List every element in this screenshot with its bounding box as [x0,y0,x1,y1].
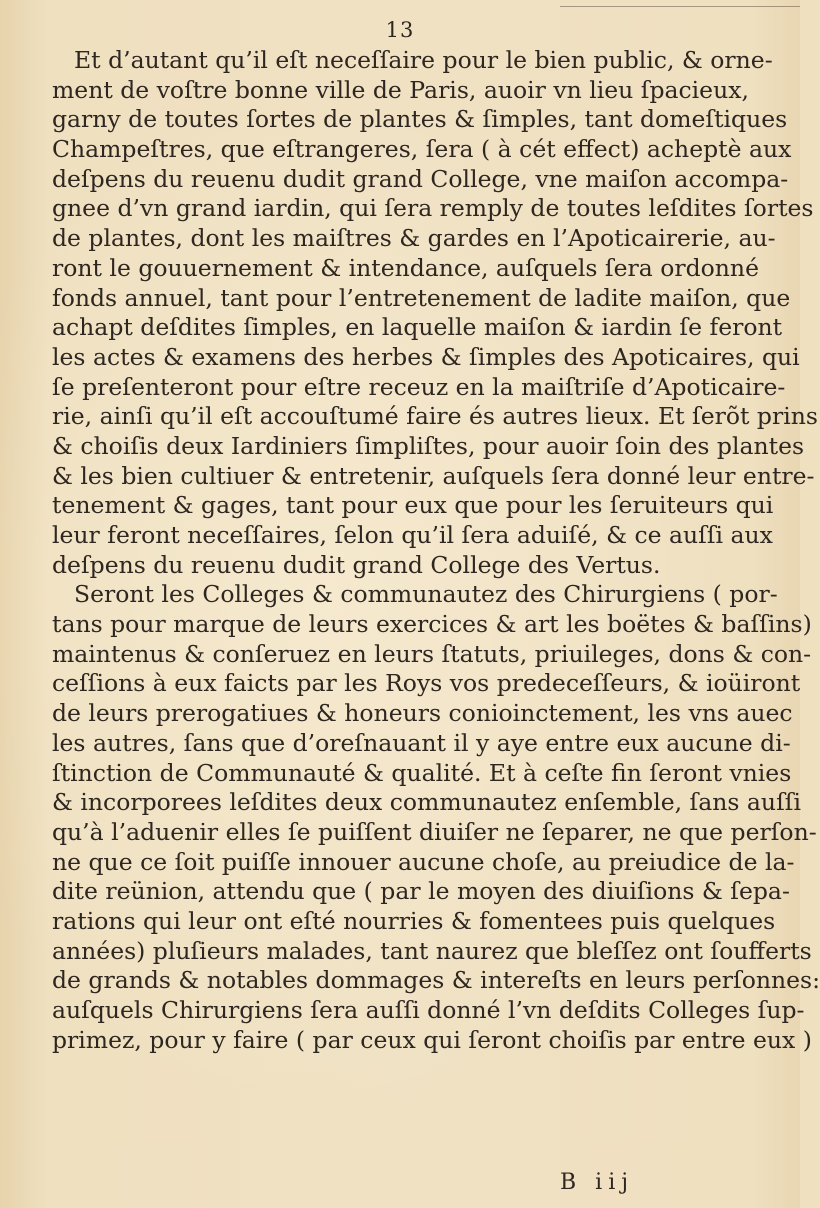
text-line: maintenus & conſeruez en leurs ſtatuts, priuileges, dons & con- [52,639,812,668]
page-number: 13 [385,18,415,42]
text-line: & les bien cultiuer & entretenir, auſquels ſera donné leur entre- [52,461,815,490]
text-line: ceſſions à eux faicts par les Roys vos predeceſſeurs, & ioüiront [52,669,801,698]
text-line: deſpens du reuenu dudit grand College, vne maiſon accompa- [52,164,789,193]
text-line: & incorporees leſdites deux communautez enſemble, ſans auſſi [52,788,801,817]
text-line: & choiſis deux Iardiniers ſimpliſtes, pour auoir ſoin des plantes [52,431,805,460]
text-line: Et d’autant qu’il eſt neceſſaire pour le bien public, & orne- [74,46,773,74]
text-line: rie, ainſi qu’il eſt accouſtumé faire és autres lieux. Et ſerõt prins [52,402,818,431]
text-line: ne que ce ſoit puiſſe innouer aucune choſe, au preiudice de la- [52,847,795,876]
text-line: années) pluſieurs malades, tant naurez que bleſſez ont ſoufferts [52,936,812,965]
signature-mark: B iij [560,1170,635,1195]
text-line: Seront les Colleges & communautez des Chirurgiens ( por- [74,580,778,609]
text-line: garny de toutes ſortes de plantes & ſimples, tant domeſtiques [52,105,788,134]
text-line: primez, pour y faire ( par ceux qui ſeront choiſis par entre eux ) [52,1025,812,1054]
text-line: de grands & notables dommages & intereſts en leurs perſonnes: [52,966,820,995]
text-line: de plantes, dont les maiſtres & gardes en l’Apoticairerie, au- [52,224,776,253]
text-line: qu’à l’aduenir elles ſe puiſſent diuiſer ne ſeparer, ne que perſon- [52,817,817,846]
text-line: rations qui leur ont eſté nourries & fomentees puis quelques [52,906,776,935]
text-line: Champeſtres, que eſtrangeres, ſera ( à cét effect) acheptè aux [52,135,792,164]
text-line: les autres, ſans que d’oreſnauant il y aye entre eux aucune di- [52,728,791,757]
text-line: dite reünion, attendu que ( par le moyen des diuiſions & ſepa- [52,877,790,906]
body-text [52,46,820,1055]
text-line: tans pour marque de leurs exercices & art les boëtes & baſſins) [52,610,812,639]
top-edge-rule [560,6,800,7]
text-line: ſe preſenteront pour eſtre receuz en la maiſtriſe d’Apoticaire- [52,372,786,401]
text-line: ment de voſtre bonne ville de Paris, auoir vn lieu ſpacieux, [52,75,749,104]
text-line: fonds annuel, tant pour l’entretenement de ladite maiſon, que [52,283,791,312]
text-line: leur feront neceſſaires, ſelon qu’il ſera aduiſé, & ce auſſi aux [52,521,773,549]
text-line: tenement & gages, tant pour eux que pour les ſeruiteurs qui [52,491,774,520]
text-line: deſpens du reuenu dudit grand College des Vertus. [52,550,661,579]
text-line: achapt deſdites ſimples, en laquelle maiſon & iardin ſe feront [52,313,783,342]
text-line: gnee d’vn grand iardin, qui ſera remply de toutes leſdites ſortes [52,194,814,223]
text-line: les actes & examens des herbes & ſimples des Apoticaires, qui [52,342,800,371]
text-line: ront le gouuernement & intendance, auſquels ſera ordonné [52,253,759,282]
text-line: de leurs prerogatiues & honeurs conioinctement, les vns auec [52,699,793,728]
text-line: ſtinction de Communauté & qualité. Et à ceſte fin ſeront vnies [52,758,792,787]
text-line: auſquels Chirurgiens ſera auſſi donné l’vn deſdits Colleges ſup- [52,996,805,1024]
